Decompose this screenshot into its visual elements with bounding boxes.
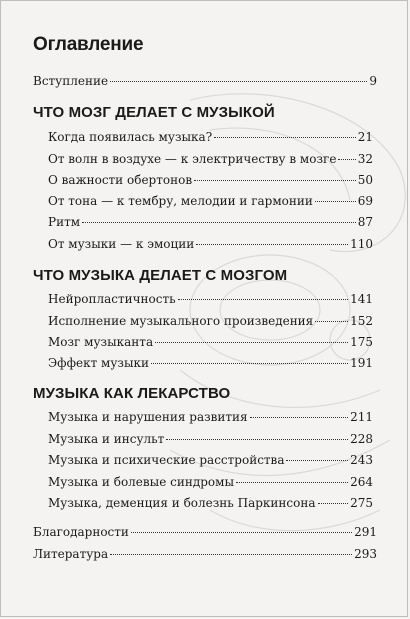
- dot-leader: [286, 460, 348, 461]
- toc-entry[interactable]: [48, 409, 373, 425]
- toc-entry[interactable]: [48, 172, 373, 188]
- toc-entry-label: Мозг музыканта: [48, 335, 154, 349]
- toc-entry-page: 152: [350, 314, 373, 328]
- toc-entry-page: 141: [350, 292, 373, 306]
- toc-entry-label: Литература: [33, 547, 109, 561]
- dot-leader: [131, 532, 352, 533]
- dot-leader: [315, 201, 356, 202]
- dot-leader: [155, 342, 348, 343]
- toc-entry-page: 50: [357, 173, 373, 187]
- toc-entry-page: 243: [350, 453, 373, 467]
- toc-entry[interactable]: [48, 214, 373, 230]
- toc-entry-label: Музыка и инсульт: [48, 432, 165, 446]
- toc-entry[interactable]: [48, 355, 373, 371]
- toc-entry-page: 291: [354, 525, 377, 539]
- dot-leader: [338, 159, 355, 160]
- toc-entry-label: Благодарности: [33, 525, 129, 539]
- toc-entry[interactable]: [48, 129, 373, 145]
- toc-entry-intro[interactable]: [33, 73, 377, 89]
- section-title: ЧТО МОЗГ ДЕЛАЕТ С МУЗЫКОЙ: [33, 104, 275, 121]
- toc-entry[interactable]: [48, 431, 373, 447]
- toc-entry-page: 110: [350, 237, 373, 251]
- dot-leader: [318, 503, 349, 504]
- toc-entry-label: Музыка и болевые синдромы: [48, 475, 235, 489]
- toc-entry-label: Когда появилась музыка?: [48, 130, 213, 144]
- page-title: Оглавление: [33, 34, 144, 55]
- toc-entry[interactable]: [48, 151, 373, 167]
- toc-entry-page: 211: [350, 410, 373, 424]
- toc-entry-label: Исполнение музыкального произведения: [48, 314, 314, 328]
- toc-entry-page: 264: [350, 475, 373, 489]
- dot-leader: [250, 417, 348, 418]
- dot-leader: [166, 439, 348, 440]
- dot-leader: [315, 321, 348, 322]
- toc-entry-label: Эффект музыки: [48, 356, 150, 370]
- toc-entry-label: Музыка и нарушения развития: [48, 410, 248, 424]
- dot-leader: [110, 554, 352, 555]
- dot-leader: [194, 180, 356, 181]
- toc-entry-page: 228: [350, 432, 373, 446]
- toc-entry-page: 275: [350, 496, 373, 510]
- toc-entry-page: 69: [357, 194, 373, 208]
- toc-entry-label: Нейропластичность: [48, 292, 176, 306]
- toc-entry-label: От тона — к тембру, мелодии и гармонии: [48, 194, 313, 208]
- toc-entry[interactable]: [48, 193, 373, 209]
- toc-entry-label: От волн в воздухе — к электричеству в мозге: [48, 152, 337, 166]
- toc-entry-label: Вступление: [33, 74, 109, 88]
- toc-entry-page: 293: [354, 547, 377, 561]
- toc-entry[interactable]: [48, 495, 373, 511]
- toc-entry[interactable]: [48, 291, 373, 307]
- dot-leader: [196, 244, 348, 245]
- section-title: ЧТО МУЗЫКА ДЕЛАЕТ С МОЗГОМ: [33, 267, 288, 284]
- toc-entry-label: Музыка, деменция и болезнь Паркинсона: [48, 496, 316, 510]
- dot-leader: [236, 482, 348, 483]
- toc-entry-label: Ритм: [48, 215, 81, 229]
- toc-entry-references[interactable]: [33, 546, 377, 562]
- toc-entry[interactable]: [48, 474, 373, 490]
- toc-entry-page: 191: [350, 356, 373, 370]
- toc-entry-page: 175: [350, 335, 373, 349]
- toc-entry-label: От музыки — к эмоции: [48, 237, 195, 251]
- dot-leader: [82, 222, 356, 223]
- toc-entry[interactable]: [48, 334, 373, 350]
- toc-entry-page: 9: [369, 74, 377, 88]
- toc-entry[interactable]: [48, 452, 373, 468]
- toc-entry[interactable]: [48, 313, 373, 329]
- toc-entry-acknowledgements[interactable]: [33, 524, 377, 540]
- toc-entry-label: О важности обертонов: [48, 173, 193, 187]
- dot-leader: [151, 363, 348, 364]
- dot-leader: [214, 137, 356, 138]
- dot-leader: [110, 81, 367, 82]
- toc-entry[interactable]: [48, 236, 373, 252]
- dot-leader: [178, 299, 348, 300]
- section-title: МУЗЫКА КАК ЛЕКАРСТВО: [33, 385, 231, 402]
- toc-entry-label: Музыка и психические расстройства: [48, 453, 285, 467]
- toc-entry-page: 87: [357, 215, 373, 229]
- toc-entry-page: 32: [357, 152, 373, 166]
- toc-entry-page: 21: [357, 130, 373, 144]
